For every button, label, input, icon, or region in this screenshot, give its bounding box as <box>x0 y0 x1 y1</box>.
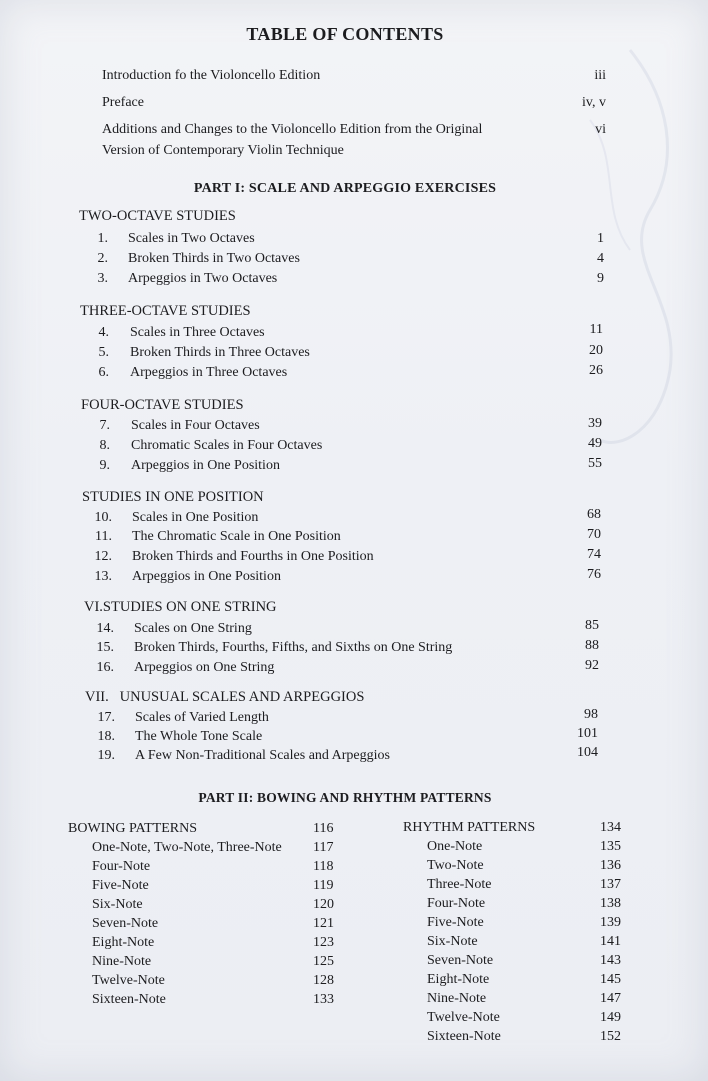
part-heading: PART I: SCALE AND ARPEGGIO EXERCISES <box>193 181 497 196</box>
item-title: Arpeggios in One Position <box>131 458 280 473</box>
item-page: 55 <box>588 456 602 471</box>
item-page: 49 <box>588 436 602 451</box>
item-title: Chromatic Scales in Four Octaves <box>131 438 323 453</box>
rhythm-item-page: 147 <box>600 991 621 1006</box>
toc-entry-intro: Introduction fo the Violoncello Edition <box>102 68 321 83</box>
item-page: 11 <box>589 322 603 337</box>
bowing-item-page: 133 <box>313 992 334 1007</box>
item-page: 101 <box>577 726 598 741</box>
rhythm-item: Three-Note <box>427 877 492 892</box>
item-page: 4 <box>597 251 604 266</box>
toc-entry-intro-page: iii <box>594 68 606 83</box>
item-page: 26 <box>589 363 603 378</box>
rhythm-item: Five-Note <box>427 915 484 930</box>
section-heading: STUDIES IN ONE POSITION <box>82 489 264 505</box>
item-number: 10. <box>94 510 112 525</box>
rhythm-item: Twelve-Note <box>427 1010 500 1025</box>
bowing-item-page: 125 <box>313 954 334 969</box>
item-title: Broken Thirds in Two Octaves <box>128 251 300 266</box>
item-number: 14. <box>96 621 114 636</box>
item-title: Arpeggios in Two Octaves <box>128 271 278 286</box>
section-heading: FOUR-OCTAVE STUDIES <box>81 397 244 413</box>
bowing-item: Seven-Note <box>92 916 159 931</box>
rhythm-item-page: 137 <box>600 877 621 892</box>
item-title: Scales in Four Octaves <box>131 418 260 433</box>
bowing-item-page: 117 <box>313 840 334 855</box>
bowing-item-page: 128 <box>313 973 334 988</box>
item-title: Arpeggios in Three Octaves <box>130 365 288 380</box>
rhythm-patterns-heading: RHYTHM PATTERNS <box>403 820 536 835</box>
bowing-patterns-page: 116 <box>313 821 334 836</box>
page-title: TABLE OF CONTENTS <box>246 24 444 44</box>
item-page: 1 <box>597 231 604 246</box>
rhythm-item-page: 152 <box>600 1029 621 1044</box>
item-number: 18. <box>97 729 115 744</box>
item-page: 74 <box>587 547 601 562</box>
item-title: Broken Thirds, Fourths, Fifths, and Sixths on One String <box>134 640 453 655</box>
item-title: Scales in Two Octaves <box>128 231 255 246</box>
rhythm-item: One-Note <box>427 839 483 854</box>
toc-entry-additions-page: vi <box>595 122 606 137</box>
item-number: 7. <box>99 418 110 433</box>
item-title: A Few Non-Traditional Scales and Arpeggios <box>135 748 390 763</box>
item-number: 15. <box>96 640 114 655</box>
item-number: 2. <box>97 251 108 266</box>
item-title: Arpeggios on One String <box>134 660 275 675</box>
item-page: 76 <box>587 567 601 582</box>
item-page: 92 <box>585 658 599 673</box>
item-number: 6. <box>98 365 109 380</box>
rhythm-item: Two-Note <box>427 858 484 873</box>
rhythm-item: Nine-Note <box>427 991 487 1006</box>
item-title: Scales in One Position <box>132 510 259 525</box>
bowing-item: Nine-Note <box>92 954 152 969</box>
bowing-item-page: 120 <box>313 897 334 912</box>
item-number: 8. <box>99 438 110 453</box>
section-heading: THREE-OCTAVE STUDIES <box>80 303 251 319</box>
item-title: Scales of Varied Length <box>135 710 269 725</box>
bowing-item-page: 121 <box>313 916 334 931</box>
item-number: 16. <box>96 660 114 675</box>
item-number: 9. <box>99 458 110 473</box>
bowing-item: Twelve-Note <box>92 973 165 988</box>
rhythm-item-page: 145 <box>600 972 621 987</box>
item-title: Scales on One String <box>134 621 252 636</box>
item-number: 19. <box>97 748 115 763</box>
item-number: 1. <box>97 231 108 246</box>
part-heading: PART II: BOWING AND RHYTHM PATTERNS <box>198 790 492 805</box>
rhythm-item-page: 149 <box>600 1010 621 1025</box>
rhythm-item: Four-Note <box>427 896 486 911</box>
item-title: Broken Thirds and Fourths in One Position <box>132 549 374 564</box>
bowing-item-page: 118 <box>313 859 334 874</box>
toc-entry-preface: Preface <box>102 95 144 110</box>
item-title: Scales in Three Octaves <box>130 325 265 340</box>
bowing-item: Four-Note <box>92 859 151 874</box>
section-heading: TWO-OCTAVE STUDIES <box>79 208 236 224</box>
item-page: 98 <box>584 707 598 722</box>
toc-entry-additions-line2: Version of Contemporary Violin Technique <box>102 143 344 158</box>
item-page: 85 <box>585 618 599 633</box>
rhythm-patterns-page: 134 <box>600 820 621 835</box>
rhythm-item: Six-Note <box>427 934 478 949</box>
bowing-item: One-Note, Two-Note, Three-Note <box>92 840 282 855</box>
rhythm-item: Seven-Note <box>427 953 494 968</box>
bowing-item: Eight-Note <box>92 935 155 950</box>
rhythm-item-page: 143 <box>600 953 621 968</box>
section-heading: VI.STUDIES ON ONE STRING <box>84 599 277 615</box>
section-heading: VII. UNUSUAL SCALES AND ARPEGGIOS <box>85 689 365 705</box>
rhythm-item: Sixteen-Note <box>427 1029 501 1044</box>
item-page: 70 <box>587 527 601 542</box>
item-number: 13. <box>94 569 112 584</box>
item-title: Broken Thirds in Three Octaves <box>130 345 310 360</box>
bowing-item-page: 119 <box>313 878 334 893</box>
item-title: The Whole Tone Scale <box>135 729 263 744</box>
bowing-item: Six-Note <box>92 897 143 912</box>
rhythm-item-page: 139 <box>600 915 621 930</box>
item-title: The Chromatic Scale in One Position <box>132 529 341 544</box>
toc-entry-preface-page: iv, v <box>582 95 606 110</box>
rhythm-item-page: 135 <box>600 839 621 854</box>
bowing-item-page: 123 <box>313 935 334 950</box>
rhythm-item-page: 141 <box>600 934 621 949</box>
rhythm-item-page: 136 <box>600 858 621 873</box>
item-page: 88 <box>585 638 599 653</box>
item-number: 4. <box>98 325 109 340</box>
bowing-patterns-heading: BOWING PATTERNS <box>68 821 197 836</box>
bowing-item: Five-Note <box>92 878 149 893</box>
bowing-item: Sixteen-Note <box>92 992 166 1007</box>
item-page: 39 <box>588 416 602 431</box>
item-page: 20 <box>589 343 603 358</box>
item-page: 9 <box>597 271 604 286</box>
item-number: 12. <box>94 549 112 564</box>
rhythm-item-page: 138 <box>600 896 621 911</box>
item-number: 5. <box>98 345 109 360</box>
item-number: 3. <box>97 271 108 286</box>
item-number: 11. <box>95 529 112 544</box>
item-page: 104 <box>577 745 598 760</box>
item-page: 68 <box>587 507 601 522</box>
toc-entry-additions-line1: Additions and Changes to the Violoncello Edition from the Original <box>102 122 483 137</box>
rhythm-item: Eight-Note <box>427 972 490 987</box>
item-number: 17. <box>97 710 115 725</box>
item-title: Arpeggios in One Position <box>132 569 281 584</box>
